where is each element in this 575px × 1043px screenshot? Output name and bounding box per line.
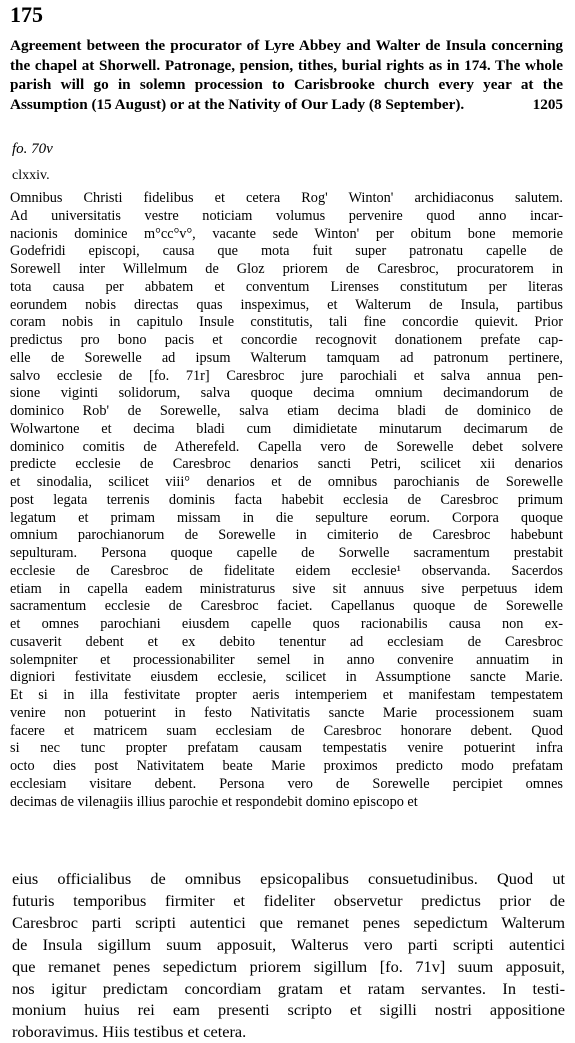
text-line: dominico Rob' de Sorewelle, salva etiam decima bladi de dominico de <box>10 403 563 419</box>
text-line: Godefridi episcopi, causa que mota fuit super patronatu capelle de <box>10 243 563 260</box>
text-line: venire non potuerint in festo Nativitatis sancte Marie processionem suam <box>10 704 563 721</box>
text-line: roboravimus. Hiis testibus et cetera. <box>12 1022 247 1042</box>
text-line: sione viginti solidorum, salva quoque decima omnium decimandorum de <box>10 385 563 402</box>
text-line: nacionis dominice m°cc°v°, vacante sede Winton' per obitum bone memorie <box>10 225 563 242</box>
text-line: eorundem nobis directas quas inspeximus, et Walterum de Insula, partibus <box>10 296 563 313</box>
document-heading <box>10 36 563 114</box>
charter-text-part-1 <box>10 190 563 811</box>
text-line: coram nobis in capitulo Insule constitutis, tali fine concordie quievit. Prior <box>10 314 563 331</box>
text-line: omnium parochianorum de Sorewelle in cimiterio de Caresbroc habebunt <box>10 527 563 544</box>
folio-reference: fo. 70v <box>12 141 53 157</box>
text-line: Caresbroc parti scripti autentici que remanet penes sepedictum Walterum <box>12 912 565 932</box>
text-line: ecclesiam visitare debent. Persona vero de Sorewelle percipiet omnes <box>10 775 563 792</box>
text-line: eius officialibus de omnibus epsicopalibus consuetudinibus. Quod ut <box>12 869 565 888</box>
text-line: facere et matricem suam ecclesiam de Caresbroc honorare debent. Quod <box>10 722 563 739</box>
text-line: tota causa per abbatem et conventum Lirenses constitutum per literas <box>10 278 563 295</box>
text-line: cusaverit debent et ex debito tenentur ad ecclesiam de Caresbroc <box>10 633 563 650</box>
text-line: Sorewell inter Willelmum de Gloz priorem de Caresbroc, procuratorem in <box>10 261 563 277</box>
text-line: predicte ecclesie de Caresbroc denarios sancti Petri, scilicet xii denarios <box>10 456 563 473</box>
text-line: post legata terrenis dominis facta habebit ecclesia de Caresbroc primum <box>10 491 563 508</box>
text-line: sacramentum ecclesie de Caresbroc faciet. Capellanus quoque de Sorewelle <box>10 598 563 615</box>
text-line: nos igitur predictam concordiam gratam et ratam servantes. In testi- <box>12 978 565 998</box>
text-line: futuris temporibus firmiter et fideliter observetur predictus prior de <box>12 890 565 910</box>
text-line: sepulturam. Persona quoque capelle de Sorwelle sacramentum prestabit <box>10 545 563 561</box>
document-number: 175 <box>10 2 43 27</box>
text-line: ecclesie de Caresbroc de fidelitate eidem ecclesie¹ observanda. Sacerdos <box>10 562 563 579</box>
text-line: etiam in capella eadem ministraturus sive sit annuus sive perpetuus idem <box>10 580 563 597</box>
document-date: 1205 <box>532 95 563 113</box>
text-line: que remanet penes sepedictum priorem sigillum [fo. 71v] suum apposuit, <box>12 956 565 976</box>
text-line: Ad universitatis vestre noticiam volumus pervenire quod anno incar- <box>10 207 563 224</box>
text-line: monium huius rei eam presenti scripto et sigilli nostri appositione <box>12 1000 565 1020</box>
text-line: et sinodalia, scilicet viii° denarios et de omnibus parochianis de Sorewelle <box>10 474 563 490</box>
charter-text-part-2 <box>12 868 565 1043</box>
text-line: octo dies post Nativitatem beate Marie proximos predicto modo prefatam <box>10 758 563 774</box>
text-line: digniori festivitate eiusdem ecclesie, scilicet in Assumptione sancte Marie. <box>10 669 563 686</box>
heading-text: Agreement between the procurator of Lyre Abbey and Walter de Insula concerning the chapel at Shorwell. Patronage, pension, tithes, burial rights as in 174. The whole parish will go in solemn procession to Carisbrooke church every year at the Assumption (15 August) or at the Nativity of Our Lady (8 September). <box>10 37 563 113</box>
text-line: Wolwartone et decima bladi cum dimidietate minutarum decimarum de <box>10 420 563 437</box>
text-line: legatum et primam missam in die sepulture eorum. Corpora quoque <box>10 509 563 526</box>
text-line: predictus pro bono pacis et concordie recognovit donationem prefate cap- <box>10 332 563 348</box>
text-line: et omnes parochiani eiusdem capelle quos racionabilis causa non ex- <box>10 616 563 632</box>
text-line: de Insula sigillum suum apposuit, Walterus vero parti scripti autentici <box>12 934 565 954</box>
text-line: Et si in illa festivitate propter aeris intemperiem et manifestam tempestatem <box>10 687 563 703</box>
text-line: decimas de vilenagiis illius parochie et respondebit domino episcopo et <box>10 793 418 810</box>
text-line: si nec tunc propter prefatam causam tempestatis venire potuerint infra <box>10 740 563 757</box>
charter-number: clxxiv. <box>12 168 50 183</box>
text-line: solempniter et processionabiliter semel in anno convenire annuatim in <box>10 651 563 668</box>
text-line: dominico comitis de Atherefeld. Capella vero de Sorewelle debet solvere <box>10 438 563 455</box>
text-line: Omnibus Christi fidelibus et cetera Rog' Winton' archidiaconus salutem. <box>10 190 563 206</box>
text-line: elle de Sorewelle ad ipsum Walterum tamquam ad patronum pertinere, <box>10 349 563 366</box>
text-line: salvo ecclesie de [fo. 71r] Caresbroc jure parochiali et salva annua pen- <box>10 367 563 384</box>
